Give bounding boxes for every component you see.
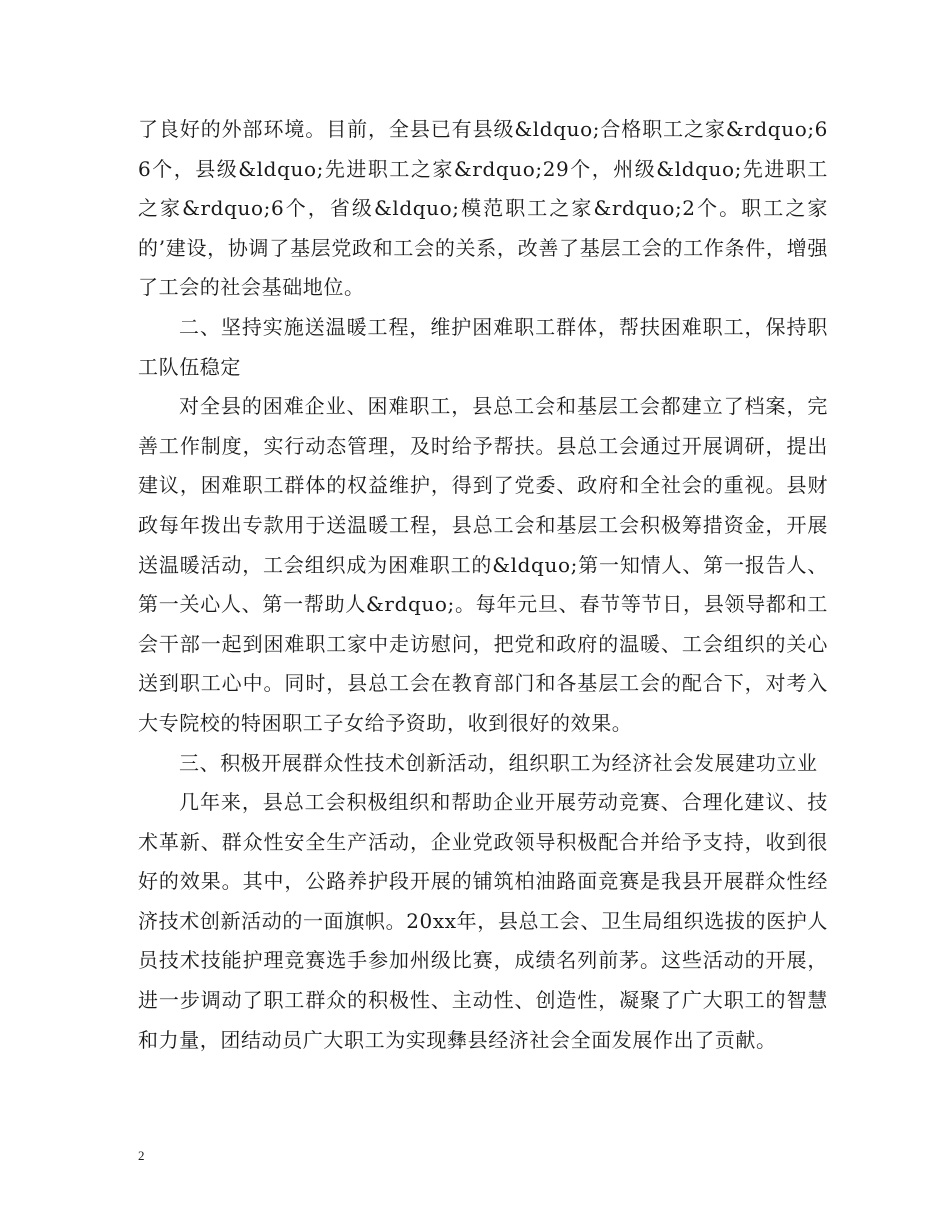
section-heading-2: 二、坚持实施送温暖工程，维护困难职工群体，帮扶困难职工，保持职工队伍稳定 bbox=[138, 314, 828, 379]
paragraph-section-3: 几年来，县总工会积极组织和帮助企业开展劳动竞赛、合理化建议、技术革新、群众性安全生产活动，企业党政领导积极配合并给予支持，收到很好的效果。其中，公路养护段开展的铺筑柏油路面竞赛是我县开展群众性经济技术创新活动的一面旗帜。20xx年，县总工会、卫生局组织选拔的医护人员技术技能护理竞赛选手参加州级比赛，成绩名列前茅。这些活动的开展，进一步调动了职工群众的积极性、主动性、创造性，凝聚了广大职工的智慧和力量，团结动员广大职工为实现彝县经济社会全面发展作出了贡献。 bbox=[138, 790, 828, 1052]
page-number: 2 bbox=[138, 1148, 145, 1163]
section-heading-3: 三、积极开展群众性技术创新活动，组织职工为经济社会发展建功立业 bbox=[179, 750, 818, 775]
paragraph-continued: 了良好的外部环境。目前，全县已有县级&ldquo;合格职工之家&rdquo;66个，县级&ldquo;先进职工之家&rdquo;29个，州级&ldquo;先进职工之家&rdquo;6个，省级&ldquo;模范职工之家&rdquo;2个。职工之家的’建设，协调了基层党政和工会的关系，改善了基层工会的工作条件，增强了工会的社会基础地位。 bbox=[138, 117, 828, 300]
document-body bbox=[138, 110, 828, 1060]
paragraph-section-2: 对全县的困难企业、困难职工，县总工会和基层工会都建立了档案，完善工作制度，实行动态管理，及时给予帮扶。县总工会通过开展调研，提出建议，困难职工群体的权益维护，得到了党委、政府和全社会的重视。县财政每年拨出专款用于送温暖工程，县总工会和基层工会积极筹措资金，开展送温暖活动，工会组织成为困难职工的&ldquo;第一知情人、第一报告人、第一关心人、第一帮助人&rdquo;。每年元旦、春节等节日，县领导都和工会干部一起到困难职工家中走访慰问，把党和政府的温暖、工会组织的关心送到职工心中。同时，县总工会在教育部门和各基层工会的配合下，对考入大专院校的特困职工子女给予资助，收到很好的效果。 bbox=[138, 394, 828, 735]
